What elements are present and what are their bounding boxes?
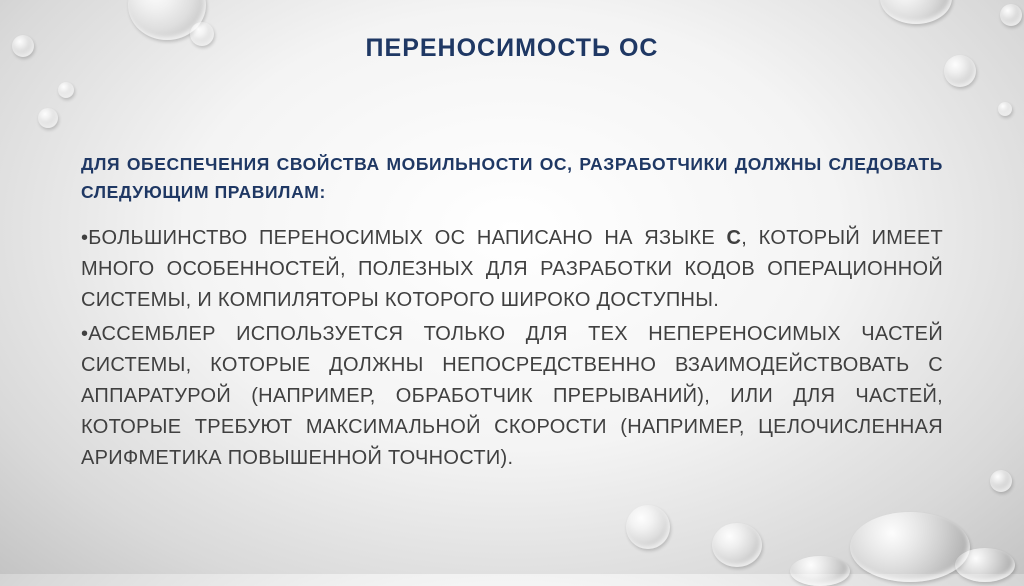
water-drop-decoration [626, 505, 670, 549]
water-drop-decoration [58, 82, 74, 98]
bullet-item-assembler: •АССЕМБЛЕР ИСПОЛЬЗУЕТСЯ ТОЛЬКО ДЛЯ ТЕХ НЕПЕРЕНОСИМЫХ ЧАСТЕЙ СИСТЕМЫ, КОТОРЫЕ ДОЛЖНЫ НЕПОСРЕДСТВЕННО ВЗАИМОДЕЙСТВОВАТЬ С АППАРАТУРОЙ (НАПРИМЕР, ОБРАБОТЧИК ПРЕРЫВАНИЙ), ИЛИ ДЛЯ ЧАСТЕЙ, КОТОРЫЕ ТРЕБУЮТ МАКСИМАЛЬНОЙ СКОРОСТИ (НАПРИМЕР, ЦЕЛОЧИСЛЕННАЯ АРИФМЕТИКА ПОВЫШЕННОЙ ТОЧНОСТИ). [81, 323, 943, 469]
slide-title: ПЕРЕНОСИМОСТЬ ОС [365, 34, 659, 62]
water-drop-decoration [712, 523, 762, 567]
water-drop-decoration [1000, 4, 1022, 26]
emphasis-text: С [726, 227, 742, 249]
water-drop-decoration [998, 102, 1012, 116]
intro-paragraph: ДЛЯ ОБЕСПЕЧЕНИЯ СВОЙСТВА МОБИЛЬНОСТИ ОС, РАЗРАБОТЧИКИ ДОЛЖНЫ СЛЕДОВАТЬ СЛЕДУЮЩИМ ПРАВИЛАМ: [81, 154, 943, 202]
bullet-item-language-c [81, 223, 943, 316]
water-drop-decoration [850, 512, 970, 582]
water-drop-decoration [990, 470, 1012, 492]
water-drop-decoration [955, 548, 1015, 582]
bullet-text: •БОЛЬШИНСТВО ПЕРЕНОСИМЫХ ОС НАПИСАНО НА ЯЗЫКЕ [81, 227, 727, 249]
bullet-text: , КОТОРЫЙ ИМЕЕТ МНОГО ОСОБЕННОСТЕЙ, ПОЛЕЗНЫХ ДЛЯ РАЗРАБОТКИ КОДОВ ОПЕРАЦИОННОЙ СИСТЕМЫ, И КОМПИЛЯТОРЫ КОТОРОГО ШИРОКО ДОСТУПНЫ. [81, 227, 943, 311]
water-drop-decoration [790, 556, 850, 586]
water-drop-decoration [880, 0, 952, 24]
water-drop-decoration [38, 108, 58, 128]
